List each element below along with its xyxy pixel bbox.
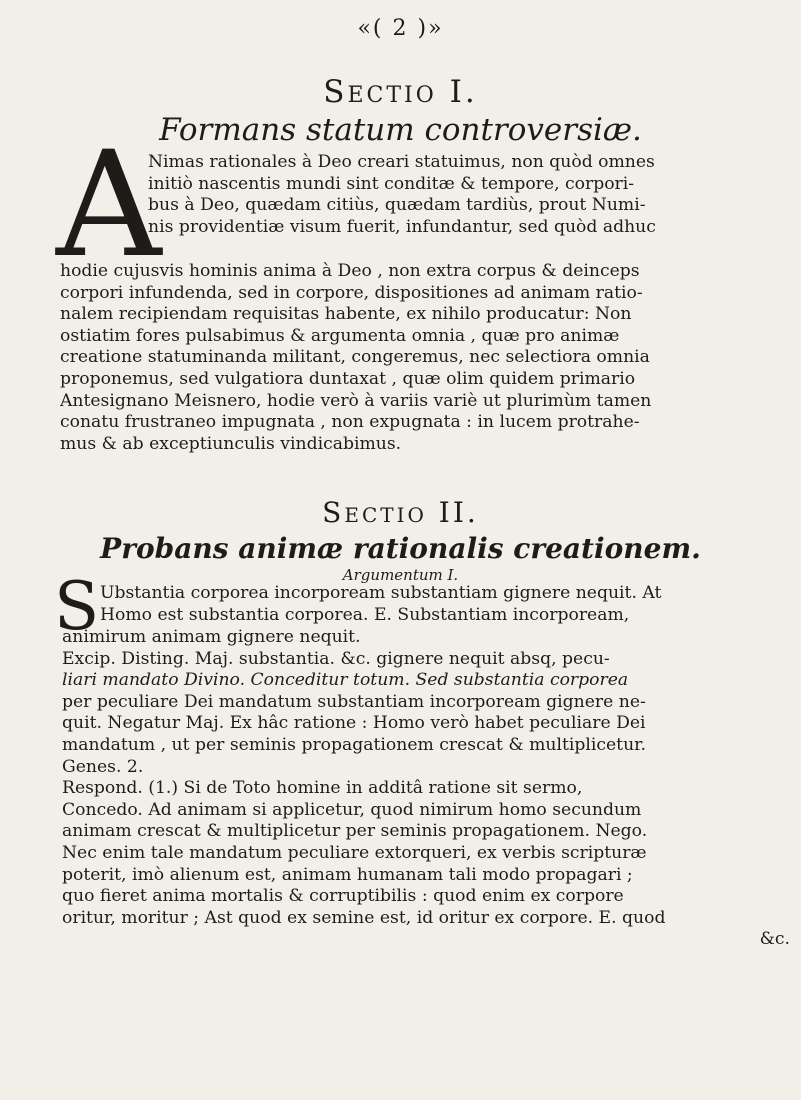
- text-line: animam crescat & multiplicetur per seminis propagationem. Nego.: [62, 821, 648, 842]
- text-line: Homo est substantia corporea. E. Substantiam incorpoream,: [100, 604, 630, 625]
- text-line: nalem recipiendam requisitas habente, ex nihilo producatur: Non: [60, 304, 632, 325]
- text-line: creatione statuminanda militant, congeremus, nec selectiora omnia: [60, 347, 650, 368]
- section-2-heading: Sectio II.: [322, 496, 479, 529]
- section-2-body: [62, 627, 790, 951]
- text-line: ostiatim fores pulsabimus & argumenta omnia , quæ pro animæ: [60, 325, 620, 346]
- text-line: Excip. Disting. Maj. substantia. &c. gignere nequit absq, pecu-: [62, 648, 610, 669]
- section-1-subtitle: Formans statum controversiæ.: [159, 112, 642, 148]
- text-line: corpori infundenda, sed in corpore, dispositiones ad animam ratio-: [60, 282, 643, 303]
- section-1-heading: Sectio I.: [323, 74, 478, 110]
- text-line: per peculiare Dei mandatum substantiam incorpoream gignere ne-: [62, 691, 646, 712]
- text-line: animirum animam gignere nequit.: [62, 627, 361, 647]
- section-2-subtitle: Probans animæ rationalis creationem.: [100, 532, 701, 565]
- text-line: conatu frustraneo impugnata , non expugnata : in lucem protrahe-: [60, 412, 640, 433]
- section-1-opening-lines: [148, 152, 788, 238]
- text-line: Ubstantia corporea incorpoream substantiam gignere nequit. At: [100, 583, 662, 603]
- section-1-body: [60, 261, 788, 455]
- text-line: Genes. 2.: [62, 756, 144, 777]
- text-line: mandatum , ut per seminis propagationem crescat & multiplicetur.: [62, 734, 646, 755]
- text-line: mus & ab exceptiunculis vindicabimus.: [60, 433, 402, 454]
- text-line: Nimas rationales à Deo creari statuimus, non quòd omnes: [148, 152, 655, 172]
- text-line: bus à Deo, quædam citiùs, quædam tardiùs, prout Numi-: [148, 195, 646, 216]
- text-line: poterit, imò alienum est, animam humanam tali modo propagari ;: [62, 864, 633, 885]
- text-line: proponemus, sed vulgatiora duntaxat , quæ olim quidem primario: [60, 368, 636, 389]
- catchword: &c.: [759, 929, 790, 950]
- text-line: Nec enim tale mandatum peculiare extorqueri, ex verbis scripturæ: [62, 842, 647, 863]
- text-line: nis providentiæ visum fuerit, infundantur, sed quòd adhuc: [148, 216, 656, 237]
- text-line: quit. Negatur Maj. Ex hâc ratione : Homo verò habet peculiare Dei: [62, 713, 646, 734]
- text-line: Respond. (1.) Si de Toto homine in additâ ratione sit sermo,: [62, 778, 583, 799]
- argument-heading: Argumentum I.: [342, 566, 459, 584]
- text-line: oritur, moritur ; Ast quod ex semine est, id oritur ex corpore. E. quod: [62, 907, 666, 928]
- section-2-opening-lines: [100, 583, 790, 626]
- text-line: Concedo. Ad animam si applicetur, quod nimirum homo secundum: [62, 799, 642, 820]
- drop-cap-s: S: [54, 568, 100, 645]
- text-line: hodie cujusvis hominis anima à Deo , non extra corpus & deinceps: [60, 261, 640, 281]
- page-number: «( 2 )»: [357, 16, 444, 41]
- text-line: quo fieret anima mortalis & corruptibilis : quod enim ex corpore: [62, 886, 624, 907]
- drop-cap-a: A: [56, 120, 162, 290]
- text-line: initiò nascentis mundi sint conditæ & tempore, corpori-: [148, 173, 635, 194]
- text-line: liari mandato Divino. Conceditur totum. Sed substantia corporea: [62, 670, 629, 691]
- text-line: Antesignano Meisnero, hodie verò à variis variè ut plurimùm tamen: [60, 390, 652, 411]
